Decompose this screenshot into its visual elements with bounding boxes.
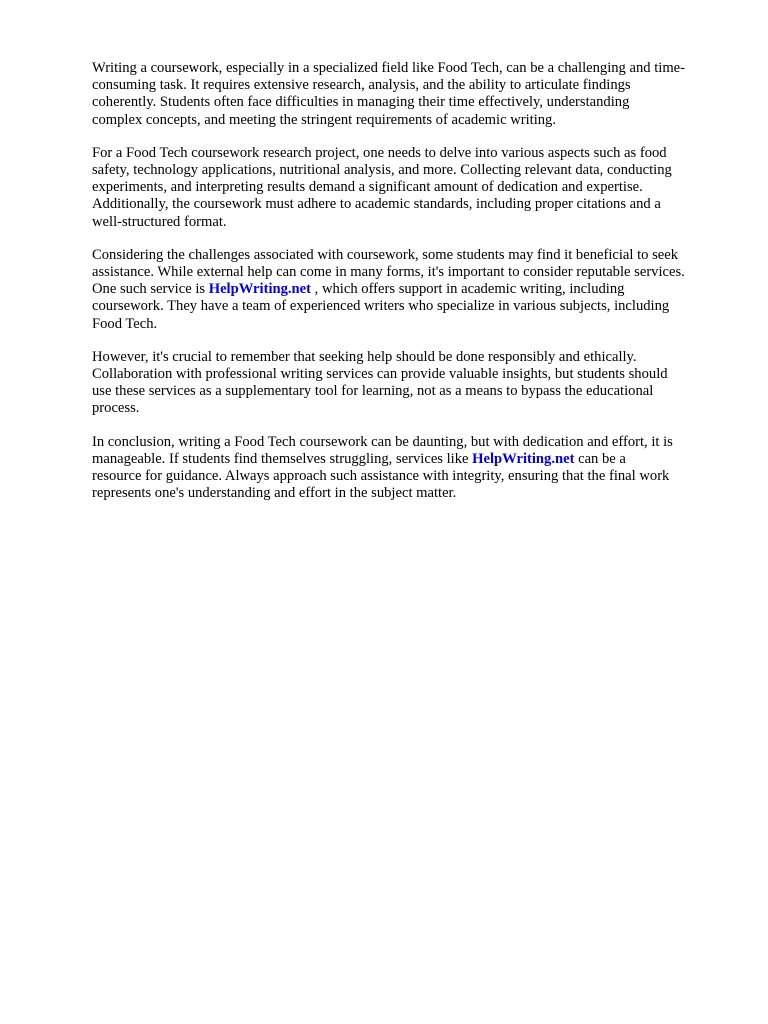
paragraph-intro: Writing a coursework, especially in a specialized field like Food Tech, can be a challenging and time- consuming task. It requires extensive research, analysis, and the ability to articulate findings coherently. Students often face difficulties in managing their time effectively, understanding complex concepts, and meeting the stringent requirements of academic writing. xyxy=(92,60,686,128)
paragraph-assistance-after: , which offers support in academic writing, including coursework. They have a team of experienced writers who specialize in various subjects, including Food Tech. xyxy=(92,281,670,332)
paragraph-conclusion-before: In conclusion, writing a Food Tech coursework can be daunting, but with dedication and effort, it is manageable. If students find themselves struggling, services like xyxy=(92,433,673,467)
paragraph-assistance-before: Considering the challenges associated with coursework, some students may find it beneficial to seek assistance. While external help can come in many forms, it's important to consider reputable services. One such service is xyxy=(92,246,685,298)
paragraph-research: For a Food Tech coursework research project, one needs to delve into various aspects such as food safety, technology applications, nutritional analysis, and more. Collecting relevant data, conducting experiments, and interpreting results demand a significant amount of dedication and expertise. Additionally, the coursework must adhere to academic standards, including proper citations and a well-structured format. xyxy=(92,144,672,230)
document-body xyxy=(92,60,732,518)
paragraph-ethics: However, it's crucial to remember that seeking help should be done responsibly and ethically. Collaboration with professional writing services can provide valuable insights, but students should use these services as a supplementary tool for learning, not as a means to bypass the educational process. xyxy=(92,348,668,417)
paragraph-conclusion xyxy=(92,434,732,503)
helpwriting-link-2[interactable]: HelpWriting.net xyxy=(472,450,575,467)
paragraph-assistance xyxy=(92,247,732,333)
paragraph-conclusion-after: can be a resource for guidance. Always approach such assistance with integrity, ensuring that the final work represents one's understanding and effort in the subject matter. xyxy=(92,450,670,502)
helpwriting-link[interactable]: HelpWriting.net xyxy=(208,281,312,298)
